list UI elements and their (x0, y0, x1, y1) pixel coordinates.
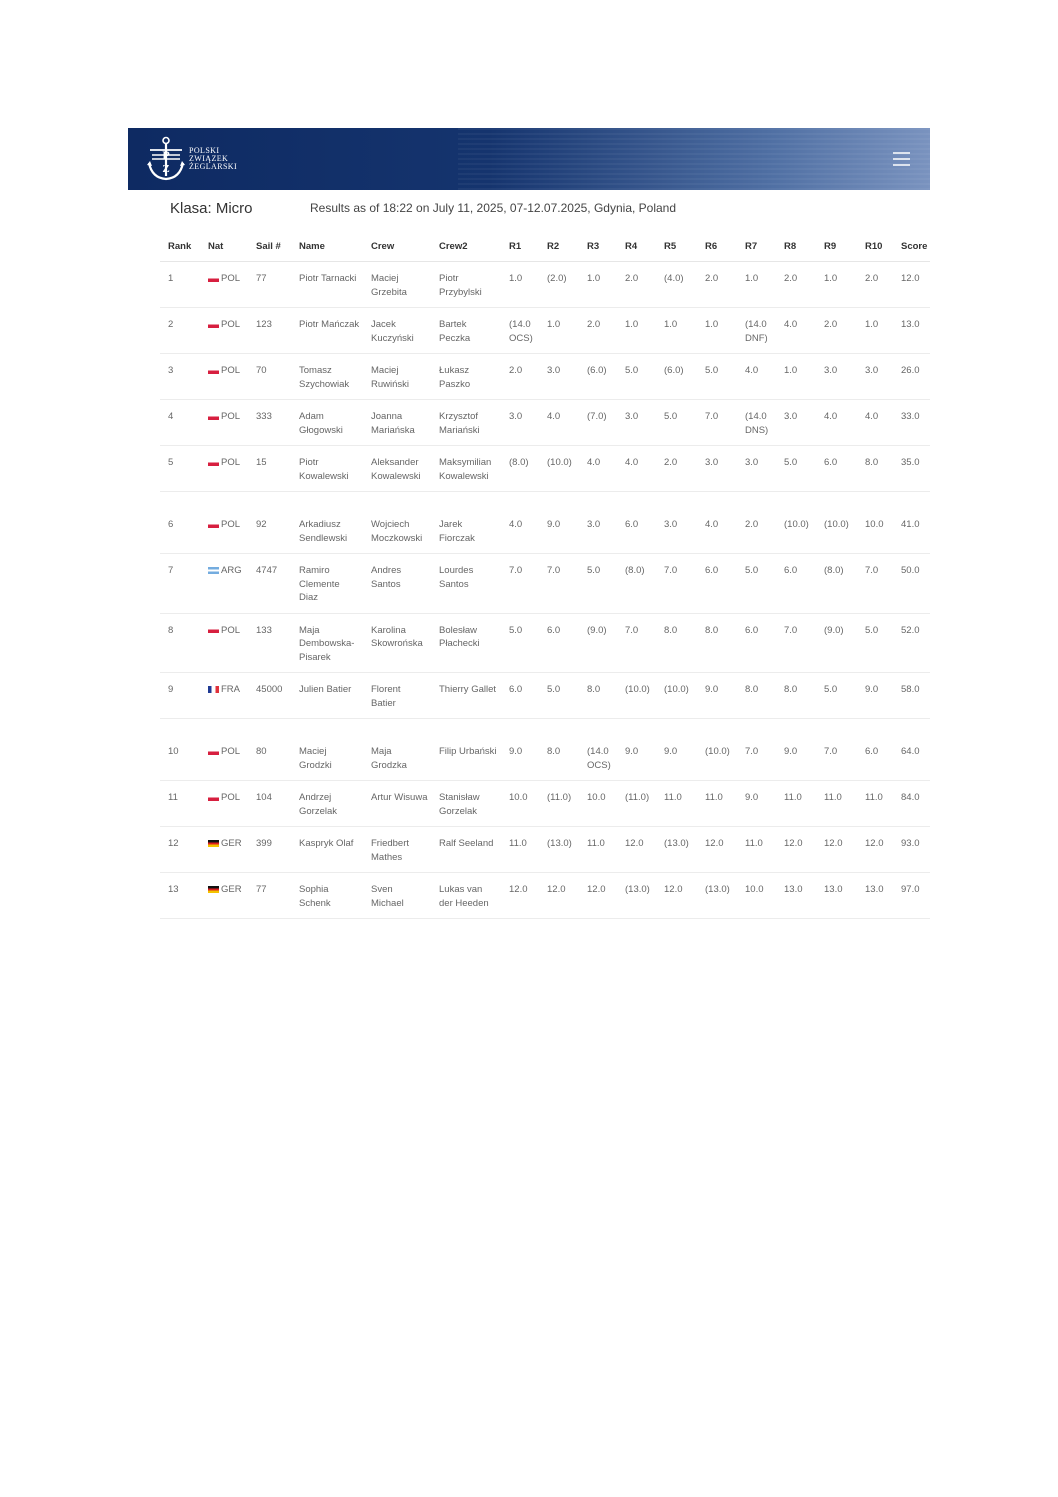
column-header[interactable]: R5 (656, 232, 697, 262)
race-r4-cell: 2.0 (617, 262, 656, 308)
flag-ger-icon (208, 886, 219, 893)
race-r4-cell: 5.0 (617, 354, 656, 400)
column-header[interactable]: Nat (200, 232, 248, 262)
crew2-cell: Krzysztof Mariański (431, 400, 501, 446)
race-r3-cell: (9.0) (579, 613, 617, 673)
sail-cell: 80 (248, 719, 291, 781)
race-r1-cell: 12.0 (501, 873, 539, 919)
nat-cell (200, 781, 248, 827)
crew2-cell: Ralf Seeland (431, 827, 501, 873)
race-r3-cell: 10.0 (579, 781, 617, 827)
score-cell: 33.0 (893, 400, 930, 446)
table-row (160, 613, 930, 673)
race-r1-cell: 2.0 (501, 354, 539, 400)
race-r9-cell: 5.0 (816, 673, 857, 719)
race-r7-cell: 3.0 (737, 446, 776, 492)
race-r8-cell: 2.0 (776, 262, 816, 308)
column-header[interactable]: Crew (363, 232, 431, 262)
rank-cell: 8 (160, 613, 200, 673)
race-r1-cell: 5.0 (501, 613, 539, 673)
results-table (160, 232, 930, 919)
table-row (160, 719, 930, 781)
race-r3-cell: 3.0 (579, 492, 617, 554)
rank-cell: 4 (160, 400, 200, 446)
column-header[interactable]: R9 (816, 232, 857, 262)
flag-pol-icon (208, 367, 219, 374)
name-cell: Arkadiusz Sendlewski (291, 492, 363, 554)
name-cell: Sophia Schenk (291, 873, 363, 919)
race-r2-cell: 5.0 (539, 673, 579, 719)
race-r3-cell: (7.0) (579, 400, 617, 446)
sail-cell: 92 (248, 492, 291, 554)
nat-code: POL (221, 365, 241, 376)
sail-cell: 123 (248, 308, 291, 354)
table-header-row (160, 232, 930, 262)
nat-cell (200, 262, 248, 308)
nat-code: POL (221, 273, 241, 284)
name-cell: Tomasz Szychowiak (291, 354, 363, 400)
logo-line-2: ZWIĄZEK (189, 154, 229, 163)
race-r7-cell: 5.0 (737, 554, 776, 614)
race-r9-cell: 13.0 (816, 873, 857, 919)
race-r10-cell: 2.0 (857, 262, 893, 308)
flag-pol-icon (208, 794, 219, 801)
race-r5-cell: (4.0) (656, 262, 697, 308)
race-r2-cell: 7.0 (539, 554, 579, 614)
race-r1-cell: 1.0 (501, 262, 539, 308)
race-r5-cell: 3.0 (656, 492, 697, 554)
crew2-cell: Bolesław Płachecki (431, 613, 501, 673)
crew-cell: Sven Michael (363, 873, 431, 919)
nat-code: POL (221, 411, 241, 422)
hamburger-menu-icon[interactable] (893, 152, 910, 166)
table-row (160, 400, 930, 446)
table-row (160, 554, 930, 614)
nat-code: POL (221, 457, 241, 468)
race-r4-cell: (10.0) (617, 673, 656, 719)
race-r3-cell: 12.0 (579, 873, 617, 919)
race-r7-cell: 4.0 (737, 354, 776, 400)
race-r6-cell: 8.0 (697, 613, 737, 673)
race-r2-cell: (13.0) (539, 827, 579, 873)
race-r1-cell: 10.0 (501, 781, 539, 827)
table-row (160, 308, 930, 354)
column-header[interactable]: R3 (579, 232, 617, 262)
crew-cell: Maciej Ruwiński (363, 354, 431, 400)
race-r5-cell: 11.0 (656, 781, 697, 827)
menu-bar (893, 158, 910, 160)
race-r6-cell: 1.0 (697, 308, 737, 354)
score-cell: 50.0 (893, 554, 930, 614)
race-r3-cell: (6.0) (579, 354, 617, 400)
race-r2-cell: 3.0 (539, 354, 579, 400)
race-r10-cell: 12.0 (857, 827, 893, 873)
nat-code: GER (221, 884, 242, 895)
race-r1-cell: 7.0 (501, 554, 539, 614)
results-info: Results as of 18:22 on July 11, 2025, 07-12.07.2025, Gdynia, Poland (310, 201, 677, 215)
crew2-cell: Maksymilian Kowalewski (431, 446, 501, 492)
rank-cell: 1 (160, 262, 200, 308)
race-r1-cell: 4.0 (501, 492, 539, 554)
nat-cell (200, 354, 248, 400)
name-cell: Julien Batier (291, 673, 363, 719)
nat-cell (200, 719, 248, 781)
score-cell: 93.0 (893, 827, 930, 873)
score-cell: 12.0 (893, 262, 930, 308)
race-r5-cell: 1.0 (656, 308, 697, 354)
name-cell: Andrzej Gorzelak (291, 781, 363, 827)
race-r6-cell: (10.0) (697, 719, 737, 781)
race-r3-cell: 2.0 (579, 308, 617, 354)
race-r8-cell: 11.0 (776, 781, 816, 827)
column-header[interactable]: R7 (737, 232, 776, 262)
name-cell: Kaspryk Olaf (291, 827, 363, 873)
flag-pol-icon (208, 459, 219, 466)
score-cell: 58.0 (893, 673, 930, 719)
logo-line-3: ŻEGLARSKI (189, 162, 238, 171)
race-r10-cell: 13.0 (857, 873, 893, 919)
race-r4-cell: 3.0 (617, 400, 656, 446)
race-r8-cell: 8.0 (776, 673, 816, 719)
rank-cell: 12 (160, 827, 200, 873)
race-r8-cell: 6.0 (776, 554, 816, 614)
race-r10-cell: 10.0 (857, 492, 893, 554)
crew2-cell: Thierry Gallet (431, 673, 501, 719)
nat-code: POL (221, 746, 241, 757)
race-r10-cell: 6.0 (857, 719, 893, 781)
svg-text:Z: Z (162, 163, 170, 175)
race-r5-cell: (13.0) (656, 827, 697, 873)
flag-fra-icon (208, 686, 219, 693)
nat-cell (200, 446, 248, 492)
race-r9-cell: (10.0) (816, 492, 857, 554)
flag-arg-icon (208, 567, 219, 574)
race-r1-cell: 11.0 (501, 827, 539, 873)
table-row (160, 446, 930, 492)
crew2-cell: Piotr Przybylski (431, 262, 501, 308)
column-header[interactable]: Crew2 (431, 232, 501, 262)
race-r4-cell: (8.0) (617, 554, 656, 614)
nat-cell (200, 554, 248, 614)
race-r6-cell: 6.0 (697, 554, 737, 614)
race-r8-cell: 13.0 (776, 873, 816, 919)
race-r5-cell: (10.0) (656, 673, 697, 719)
race-r1-cell: 9.0 (501, 719, 539, 781)
column-header[interactable]: Rank (160, 232, 200, 262)
race-r10-cell: 1.0 (857, 308, 893, 354)
race-r10-cell: 11.0 (857, 781, 893, 827)
race-r1-cell: 6.0 (501, 673, 539, 719)
column-header[interactable]: Sail # (248, 232, 291, 262)
race-r4-cell: 12.0 (617, 827, 656, 873)
race-r2-cell: 8.0 (539, 719, 579, 781)
nat-cell (200, 673, 248, 719)
crew-cell: Aleksander Kowalewski (363, 446, 431, 492)
rank-cell: 2 (160, 308, 200, 354)
race-r9-cell: (9.0) (816, 613, 857, 673)
race-r2-cell: 4.0 (539, 400, 579, 446)
race-r8-cell: 7.0 (776, 613, 816, 673)
sail-cell: 333 (248, 400, 291, 446)
score-cell: 26.0 (893, 354, 930, 400)
name-cell: Piotr Mańczak (291, 308, 363, 354)
table-row (160, 827, 930, 873)
nat-code: FRA (221, 684, 240, 695)
nat-cell (200, 308, 248, 354)
race-r8-cell: 9.0 (776, 719, 816, 781)
name-cell: Maja Dembowska-Pisarek (291, 613, 363, 673)
race-r9-cell: (8.0) (816, 554, 857, 614)
flag-pol-icon (208, 521, 219, 528)
nat-code: POL (221, 624, 241, 636)
race-r1-cell: (8.0) (501, 446, 539, 492)
sail-cell: 15 (248, 446, 291, 492)
race-r8-cell: 12.0 (776, 827, 816, 873)
crew-cell: Andres Santos (363, 554, 431, 614)
name-cell: Ramiro Clemente Diaz (291, 554, 363, 614)
rank-cell: 5 (160, 446, 200, 492)
menu-bar (893, 152, 910, 154)
crew-cell: Joanna Mariańska (363, 400, 431, 446)
anchor-pz-icon[interactable] (146, 136, 186, 182)
race-r7-cell: 1.0 (737, 262, 776, 308)
crew-cell: Wojciech Moczkowski (363, 492, 431, 554)
race-r2-cell: (11.0) (539, 781, 579, 827)
race-r5-cell: 5.0 (656, 400, 697, 446)
race-r7-cell: 9.0 (737, 781, 776, 827)
flag-ger-icon (208, 840, 219, 847)
race-r3-cell: (14.0 OCS) (579, 719, 617, 781)
flag-pol-icon (208, 748, 219, 755)
race-r7-cell: 2.0 (737, 492, 776, 554)
score-cell: 13.0 (893, 308, 930, 354)
nat-cell (200, 400, 248, 446)
race-r9-cell: 6.0 (816, 446, 857, 492)
race-r9-cell: 3.0 (816, 354, 857, 400)
crew2-cell: Filip Urbański (431, 719, 501, 781)
race-r9-cell: 2.0 (816, 308, 857, 354)
race-r8-cell: 3.0 (776, 400, 816, 446)
race-r7-cell: (14.0 DNS) (737, 400, 776, 446)
race-r10-cell: 9.0 (857, 673, 893, 719)
nat-code: ARG (221, 565, 242, 576)
race-r5-cell: 8.0 (656, 613, 697, 673)
table-body (160, 262, 930, 919)
race-r6-cell: 11.0 (697, 781, 737, 827)
rank-cell: 9 (160, 673, 200, 719)
rank-cell: 7 (160, 554, 200, 614)
score-cell: 84.0 (893, 781, 930, 827)
name-cell: Piotr Tarnacki (291, 262, 363, 308)
race-r10-cell: 8.0 (857, 446, 893, 492)
sail-cell: 4747 (248, 554, 291, 614)
column-header[interactable]: R8 (776, 232, 816, 262)
nat-cell (200, 827, 248, 873)
crew2-cell: Stanisław Gorzelak (431, 781, 501, 827)
race-r3-cell: 1.0 (579, 262, 617, 308)
sail-cell: 399 (248, 827, 291, 873)
crew2-cell: Bartek Peczka (431, 308, 501, 354)
name-cell: Adam Głogowski (291, 400, 363, 446)
race-r4-cell: 9.0 (617, 719, 656, 781)
rank-cell: 11 (160, 781, 200, 827)
race-r2-cell: (2.0) (539, 262, 579, 308)
nat-cell (200, 873, 248, 919)
table-row (160, 354, 930, 400)
sail-cell: 133 (248, 613, 291, 673)
table-row (160, 673, 930, 719)
sail-cell: 77 (248, 262, 291, 308)
race-r3-cell: 11.0 (579, 827, 617, 873)
race-r7-cell: (14.0 DNF) (737, 308, 776, 354)
crew-cell: Jacek Kuczyński (363, 308, 431, 354)
race-r6-cell: 7.0 (697, 400, 737, 446)
crew-cell: Florent Batier (363, 673, 431, 719)
column-header[interactable]: R6 (697, 232, 737, 262)
svg-text:P: P (162, 148, 170, 162)
race-r6-cell: 9.0 (697, 673, 737, 719)
race-r10-cell: 5.0 (857, 613, 893, 673)
crew2-cell: Lourdes Santos (431, 554, 501, 614)
flag-pol-icon (208, 321, 219, 328)
table-row (160, 492, 930, 554)
race-r10-cell: 7.0 (857, 554, 893, 614)
race-r3-cell: 5.0 (579, 554, 617, 614)
race-r10-cell: 4.0 (857, 400, 893, 446)
race-r3-cell: 4.0 (579, 446, 617, 492)
race-r8-cell: 4.0 (776, 308, 816, 354)
rank-cell: 3 (160, 354, 200, 400)
race-r9-cell: 7.0 (816, 719, 857, 781)
race-r5-cell: (6.0) (656, 354, 697, 400)
table-row (160, 873, 930, 919)
score-cell: 52.0 (893, 613, 930, 673)
race-r2-cell: 6.0 (539, 613, 579, 673)
race-r7-cell: 6.0 (737, 613, 776, 673)
flag-pol-icon (208, 626, 219, 633)
crew-cell: Maja Grodzka (363, 719, 431, 781)
nat-code: GER (221, 838, 242, 849)
race-r6-cell: (13.0) (697, 873, 737, 919)
sail-cell: 70 (248, 354, 291, 400)
nat-code: POL (221, 792, 241, 803)
crew2-cell: Lukas van der Heeden (431, 873, 501, 919)
race-r2-cell: (10.0) (539, 446, 579, 492)
race-r4-cell: 1.0 (617, 308, 656, 354)
class-title: Klasa: Micro (170, 200, 253, 217)
race-r7-cell: 7.0 (737, 719, 776, 781)
race-r7-cell: 10.0 (737, 873, 776, 919)
race-r5-cell: 7.0 (656, 554, 697, 614)
race-r2-cell: 9.0 (539, 492, 579, 554)
race-r7-cell: 8.0 (737, 673, 776, 719)
race-r5-cell: 2.0 (656, 446, 697, 492)
site-header (128, 128, 930, 190)
race-r1-cell: 3.0 (501, 400, 539, 446)
menu-bar (893, 164, 910, 166)
nat-code: POL (221, 519, 241, 530)
rank-cell: 6 (160, 492, 200, 554)
race-r3-cell: 8.0 (579, 673, 617, 719)
race-r6-cell: 3.0 (697, 446, 737, 492)
race-r8-cell: 5.0 (776, 446, 816, 492)
column-header[interactable]: R2 (539, 232, 579, 262)
race-r9-cell: 12.0 (816, 827, 857, 873)
race-r7-cell: 11.0 (737, 827, 776, 873)
race-r5-cell: 9.0 (656, 719, 697, 781)
sail-cell: 104 (248, 781, 291, 827)
race-r4-cell: (13.0) (617, 873, 656, 919)
column-header[interactable]: R1 (501, 232, 539, 262)
nat-code: POL (221, 319, 241, 330)
crew2-cell: Łukasz Paszko (431, 354, 501, 400)
crew-cell: Karolina Skowrońska (363, 613, 431, 673)
score-cell: 35.0 (893, 446, 930, 492)
sail-cell: 45000 (248, 673, 291, 719)
race-r9-cell: 11.0 (816, 781, 857, 827)
race-r6-cell: 4.0 (697, 492, 737, 554)
race-r9-cell: 1.0 (816, 262, 857, 308)
race-r5-cell: 12.0 (656, 873, 697, 919)
table-row (160, 262, 930, 308)
crew-cell: Maciej Grzebita (363, 262, 431, 308)
race-r4-cell: 7.0 (617, 613, 656, 673)
race-r10-cell: 3.0 (857, 354, 893, 400)
race-r1-cell: (14.0 OCS) (501, 308, 539, 354)
name-cell: Piotr Kowalewski (291, 446, 363, 492)
race-r4-cell: 4.0 (617, 446, 656, 492)
flag-pol-icon (208, 275, 219, 282)
header-texture (458, 128, 930, 190)
table-row (160, 781, 930, 827)
score-cell: 41.0 (893, 492, 930, 554)
race-r8-cell: 1.0 (776, 354, 816, 400)
crew-cell: Friedbert Mathes (363, 827, 431, 873)
race-r9-cell: 4.0 (816, 400, 857, 446)
race-r4-cell: 6.0 (617, 492, 656, 554)
sail-cell: 77 (248, 873, 291, 919)
flag-pol-icon (208, 413, 219, 420)
race-r2-cell: 1.0 (539, 308, 579, 354)
race-r8-cell: (10.0) (776, 492, 816, 554)
nat-cell (200, 613, 248, 673)
race-r2-cell: 12.0 (539, 873, 579, 919)
logo-text[interactable] (189, 147, 237, 171)
score-cell: 97.0 (893, 873, 930, 919)
crew2-cell: Jarek Fiorczak (431, 492, 501, 554)
column-header[interactable]: Name (291, 232, 363, 262)
race-r4-cell: (11.0) (617, 781, 656, 827)
race-r6-cell: 5.0 (697, 354, 737, 400)
column-header[interactable]: Score (893, 232, 930, 262)
nat-cell (200, 492, 248, 554)
column-header[interactable]: R10 (857, 232, 893, 262)
logo-line-1: POLSKI (189, 146, 220, 155)
race-r6-cell: 12.0 (697, 827, 737, 873)
race-r6-cell: 2.0 (697, 262, 737, 308)
score-cell: 64.0 (893, 719, 930, 781)
column-header[interactable]: R4 (617, 232, 656, 262)
crew-cell: Artur Wisuwa (363, 781, 431, 827)
name-cell: Maciej Grodzki (291, 719, 363, 781)
rank-cell: 13 (160, 873, 200, 919)
rank-cell: 10 (160, 719, 200, 781)
